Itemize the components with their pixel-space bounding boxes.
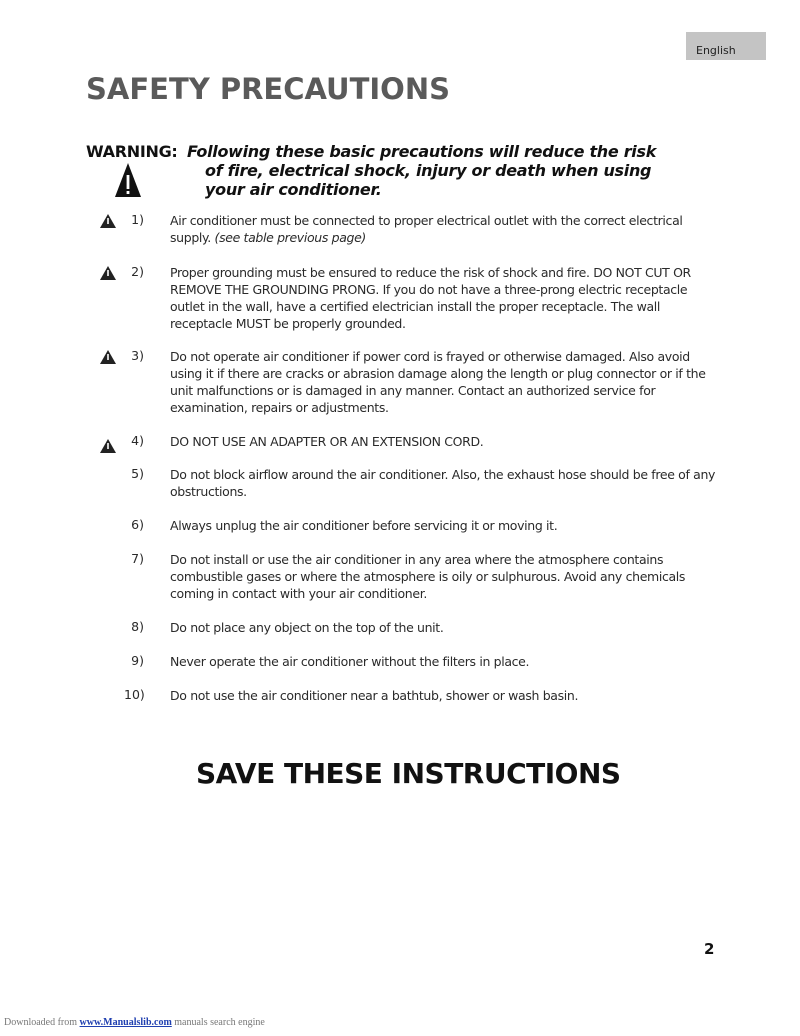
item-text: Air conditioner must be connected to proper electrical outlet with the correct electrical supply. (170, 213, 683, 245)
save-instructions-heading: SAVE THESE INSTRUCTIONS (196, 757, 621, 790)
warning-label: WARNING: (86, 142, 178, 161)
manualslib-link[interactable]: www.Manualslib.com (79, 1017, 172, 1028)
item-text: Never operate the air conditioner without the filters in place. (170, 654, 530, 669)
item-number: 3) (131, 348, 144, 363)
item-number: 6) (131, 517, 144, 532)
warning-triangle-icon (100, 350, 116, 364)
footer-prefix: Downloaded from (4, 1017, 80, 1028)
warning-text (187, 142, 747, 199)
item-text: Always unplug the air conditioner before servicing it or moving it. (170, 518, 558, 533)
item-number: 10) (124, 687, 145, 702)
item-text: Proper grounding must be ensured to reduce the risk of shock and fire. DO NOT CUT OR REMOVE THE GROUNDING PRONG. If you do not have a three-prong electric receptacle outlet in the wall, have a certified electrician install the proper receptacle. The wall receptacle MUST be properly grounded. (170, 265, 691, 331)
page-number: 2 (704, 940, 715, 958)
warning-triangle-icon (100, 439, 116, 453)
item-number: 1) (131, 212, 144, 227)
item-number: 5) (131, 466, 144, 481)
item-note: (see table previous page) (214, 230, 366, 245)
warning-line-2: of fire, electrical shock, injury or death when using (205, 161, 652, 180)
item-text: DO NOT USE AN ADAPTER OR AN EXTENSION CORD. (170, 434, 484, 449)
warning-triangle-icon (100, 214, 116, 228)
item-number: 8) (131, 619, 144, 634)
item-text: Do not operate air conditioner if power cord is frayed or otherwise damaged. Also avoid using it if there are cracks or abrasion damage along the length or plug connector or if the unit malfunctions or is damaged in any manner. Contact an authorized service for examination, repairs or adjustments. (170, 349, 706, 415)
item-text: Do not use the air conditioner near a bathtub, shower or wash basin. (170, 688, 579, 703)
item-number: 2) (131, 264, 144, 279)
item-number: 4) (131, 433, 144, 448)
warning-line-1: Following these basic precautions will reduce the risk (187, 142, 657, 161)
item-text: Do not install or use the air conditioner in any area where the atmosphere contains combustible gases or where the atmosphere is oily or sulphurous. Avoid any chemicals coming in contact with your air conditioner. (170, 552, 686, 601)
warning-triangle-icon (114, 162, 142, 198)
warning-triangle-icon (100, 266, 116, 280)
item-text: Do not block airflow around the air conditioner. Also, the exhaust hose should be free of any obstructions. (170, 467, 716, 499)
footer-suffix: manuals search engine (171, 1017, 265, 1028)
item-number: 7) (131, 551, 144, 566)
footer (4, 1017, 265, 1028)
item-text: Do not place any object on the top of the unit. (170, 620, 444, 635)
language-label: English (696, 44, 736, 57)
warning-line-3: your air conditioner. (205, 180, 382, 199)
language-tab (686, 32, 766, 60)
page-title: SAFETY PRECAUTIONS (86, 72, 450, 106)
item-number: 9) (131, 653, 144, 668)
